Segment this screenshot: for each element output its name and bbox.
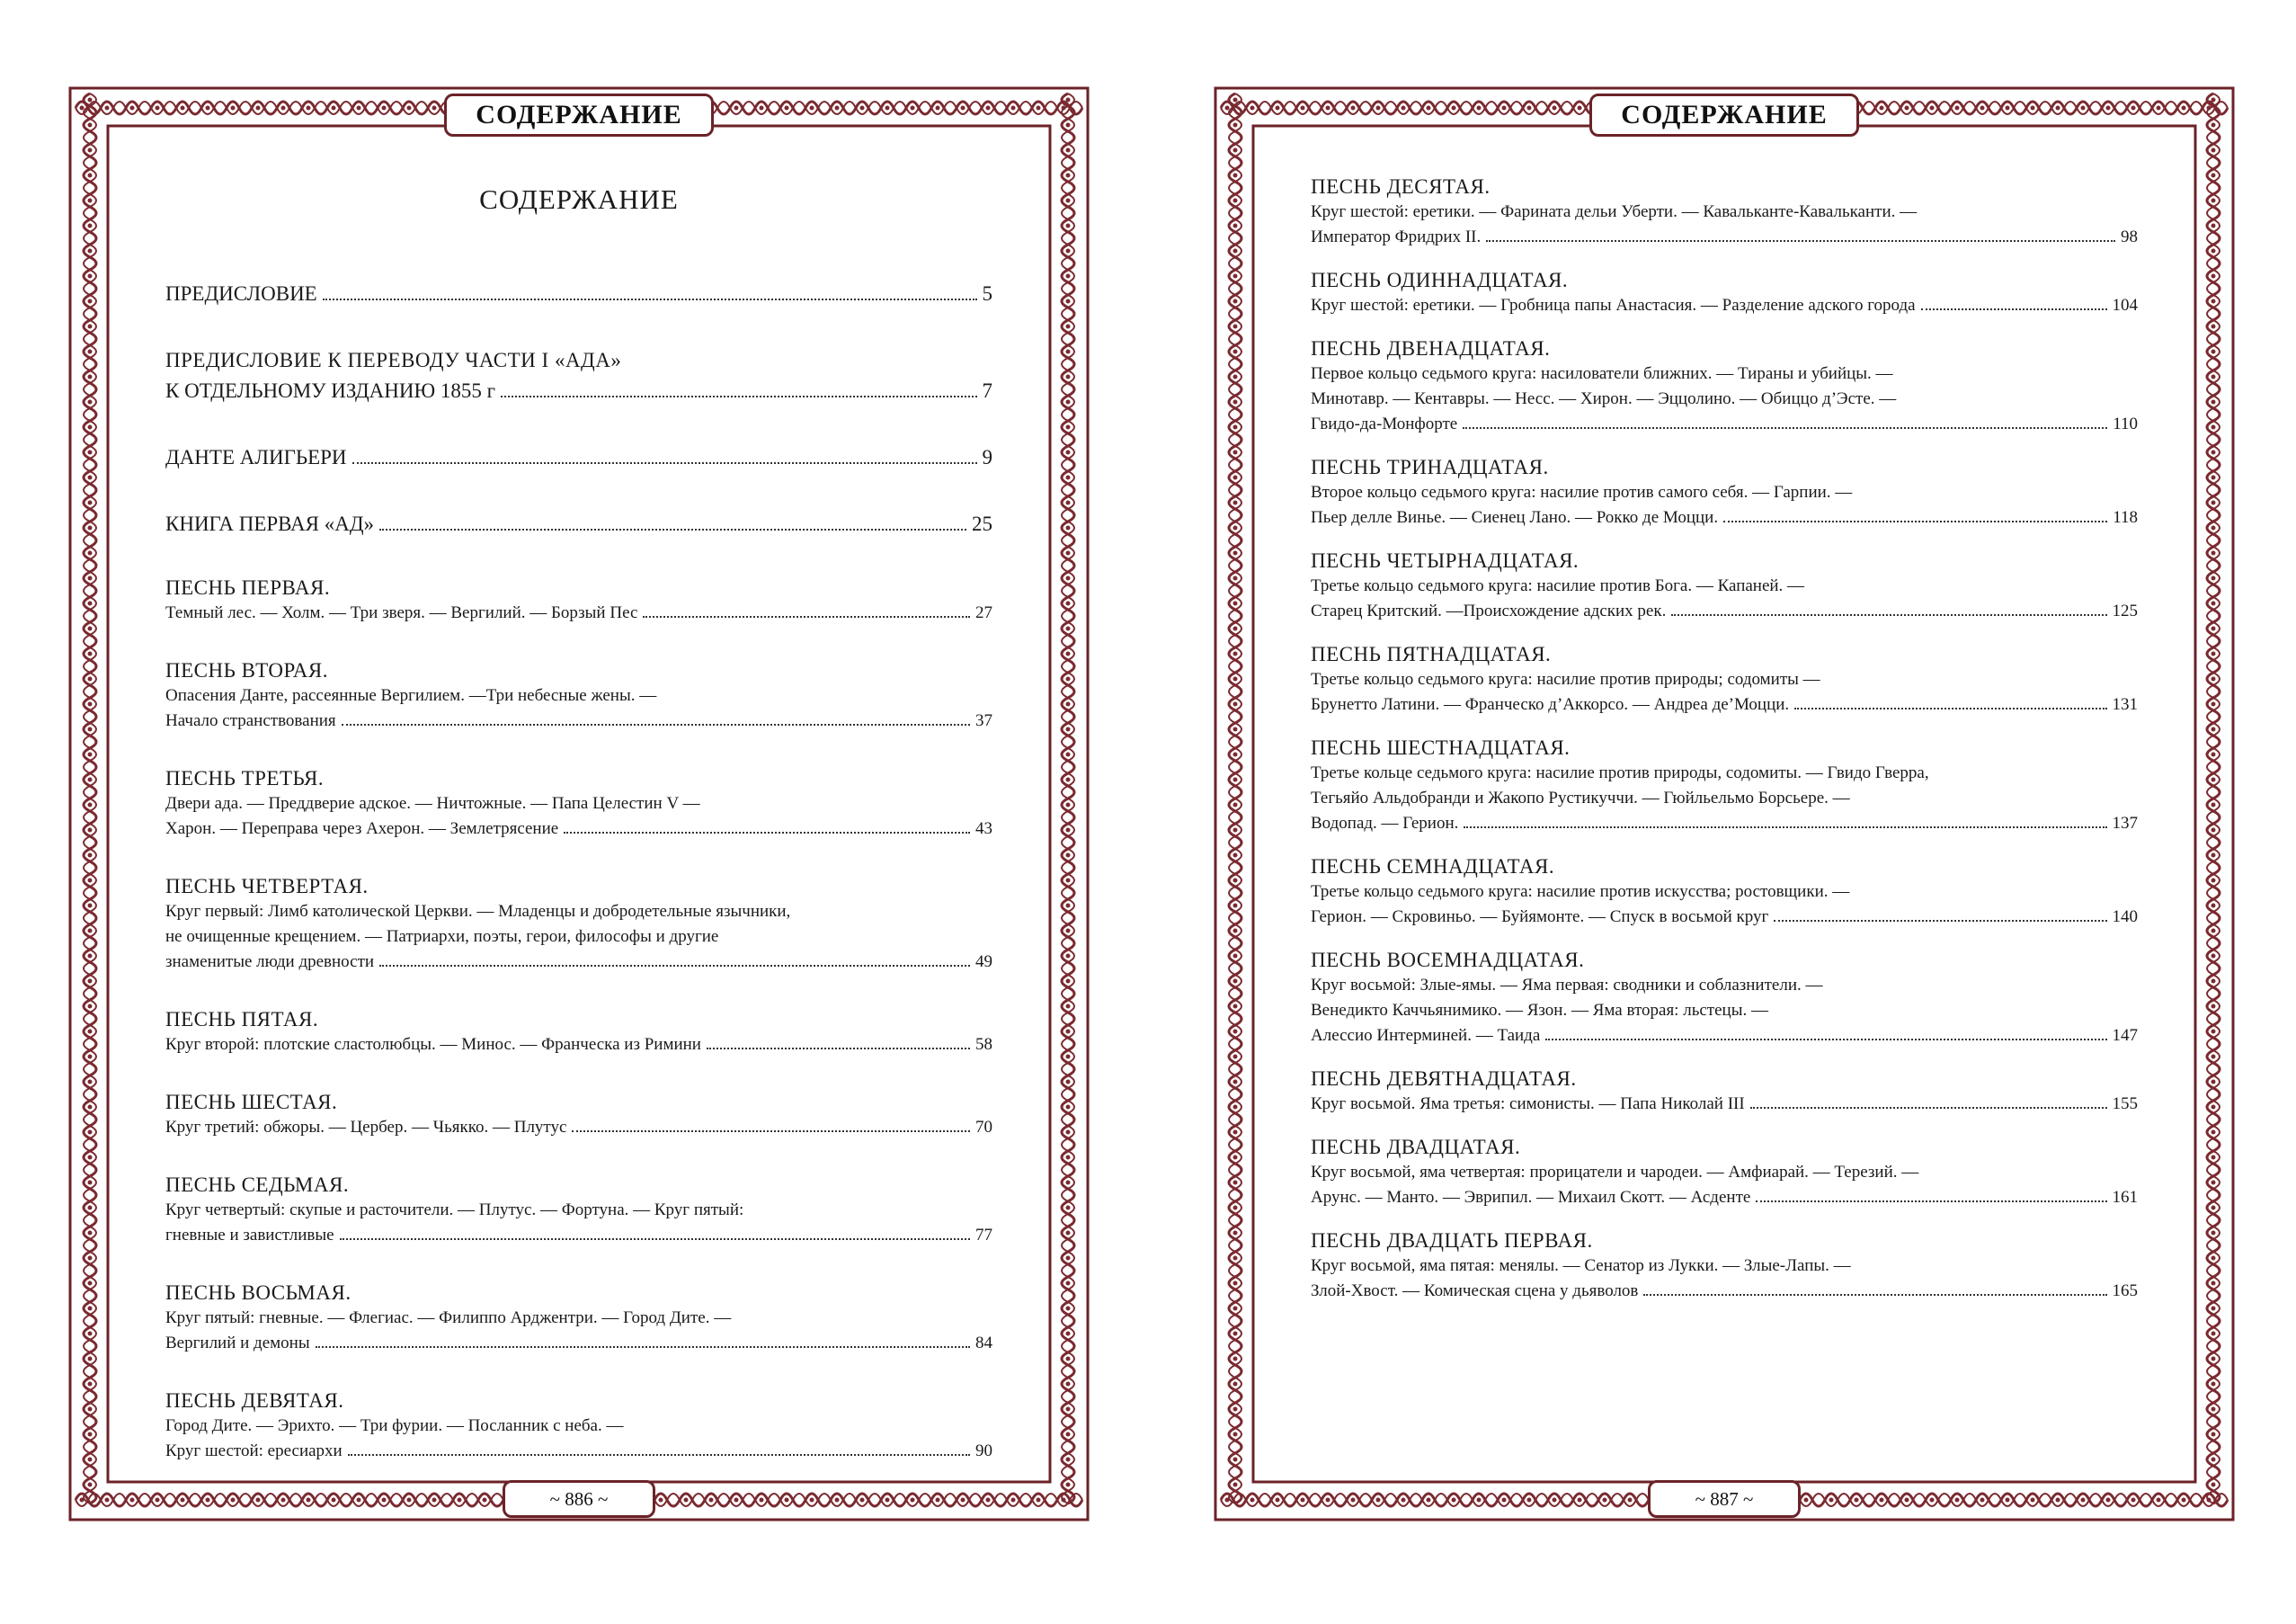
page-ref: 137 (2112, 814, 2138, 833)
toc-line (1311, 811, 2138, 836)
canto-title: ПЕСНЬ ДВЕНАДЦАТАЯ. (1311, 337, 1551, 360)
toc-line (165, 601, 992, 626)
page-ref: 118 (2113, 508, 2138, 527)
dot-leader (572, 1130, 970, 1132)
toc-line (165, 376, 992, 406)
page-ref: 104 (2112, 296, 2138, 315)
dot-leader (1545, 1039, 2106, 1040)
canto-title: ПЕСНЬ ДВАДЦАТАЯ. (1311, 1136, 1521, 1158)
page-title: СОДЕРЖАНИЕ (479, 183, 679, 215)
toc-line (1311, 1279, 2138, 1304)
toc-entry (165, 658, 992, 734)
toc-line (1311, 692, 2138, 718)
toc-line (1311, 1185, 2138, 1210)
toc-line (1311, 905, 2138, 930)
toc-entry (1311, 736, 2138, 836)
dot-leader (379, 529, 966, 531)
entry-line: ПРЕДИСЛОВИЕ К ПЕРЕВОДУ ЧАСТИ I «АДА» (165, 349, 622, 371)
entry-text: К ОТДЕЛЬНОМУ ИЗДАНИЮ 1855 г (165, 379, 496, 402)
toc-entry (1311, 948, 2138, 1048)
canto-title: ПЕСНЬ ТРЕТЬЯ. (165, 767, 325, 790)
page-ref: 131 (2112, 695, 2138, 714)
entry-text: Круг восьмой. Яма третья: симонисты. — Папа Николай III (1311, 1094, 1745, 1113)
page-ref: 84 (975, 1334, 992, 1352)
page-ref: 25 (972, 513, 992, 535)
entry-text: Злой-Хвост. — Комическая сцена у дьяволов (1311, 1281, 1639, 1300)
entry-text: Алессио Интерминей. — Таида (1311, 1026, 1541, 1045)
canto-description: Круг восьмой, яма четвертая: прорицатели и чародеи. — Амфиарай. — Терезий. — (1311, 1163, 1919, 1182)
toc-entry (1311, 336, 2138, 437)
dot-leader (348, 1454, 970, 1456)
canto-description: Двери ада. — Преддверие адское. — Ничтожные. — Папа Целестин V — (165, 794, 700, 813)
canto-title: ПЕСНЬ ВТОРАЯ. (165, 659, 329, 682)
toc-line (165, 509, 992, 540)
dot-leader (1921, 308, 2107, 310)
toc-content-left (165, 176, 992, 1460)
dot-leader (379, 965, 970, 967)
toc-line (1311, 293, 2138, 318)
entry-text: Старец Критский. —Происхождение адских рек. (1311, 602, 1667, 620)
dot-leader (707, 1048, 970, 1049)
page-ref: 37 (975, 711, 992, 730)
toc-line (165, 950, 992, 975)
toc-entry (1311, 642, 2138, 718)
toc-entry (165, 279, 992, 309)
entry-text: Водопад. — Герион. (1311, 814, 1459, 833)
entry-text: Герион. — Скровиньо. — Буйямонте. — Спуск в восьмой круг (1311, 907, 1769, 926)
entry-text: Темный лес. — Холм. — Три зверя. — Вергилий. — Борзый Пес (165, 603, 638, 622)
canto-description: Круг первый: Лимб католической Церкви. — Младенцы и добродетельные язычники, (165, 902, 791, 921)
toc-line (165, 709, 992, 734)
page-ref: 43 (975, 819, 992, 838)
dot-leader (340, 1238, 970, 1240)
canto-title: ПЕСНЬ ОДИННАДЦАТАЯ. (1311, 269, 1569, 291)
canto-description: Круг восьмой, яма пятая: менялы. — Сенатор из Лукки. — Злые-Лапы. — (1311, 1256, 1851, 1275)
toc-entry (165, 1090, 992, 1140)
canto-title: ПЕСНЬ ДЕВЯТНАДЦАТАЯ. (1311, 1067, 1577, 1090)
entry-text: Харон. — Переправа через Ахерон. — Землетрясение (165, 819, 559, 838)
page-ref: 90 (975, 1441, 992, 1460)
canto-title: ПЕСНЬ ШЕСТНАДЦАТАЯ. (1311, 736, 1571, 759)
dot-leader (342, 724, 970, 726)
canto-description: Минотавр. — Кентавры. — Несс. — Хирон. — Эццолино. — Обиццо д’Эсте. — (1311, 389, 1897, 408)
canto-description: Круг шестой: еретики. — Фарината дельи Уберти. — Кавальканте-Кавальканти. — (1311, 202, 1918, 221)
page-ref: 5 (982, 282, 992, 305)
page-ref: 155 (2112, 1094, 2138, 1113)
entry-text: Вергилий и демоны (165, 1334, 310, 1352)
toc-entry (165, 1173, 992, 1248)
entry-text: Круг шестой: еретики. — Гробница папы Анастасия. — Разделение адского города (1311, 296, 1916, 315)
canto-description: Третье кольцо седьмого круга: насилие против природы; содомиты — (1311, 670, 1820, 689)
toc-line (165, 1223, 992, 1248)
entry-text: ДАНТЕ АЛИГЬЕРИ (165, 446, 347, 468)
canto-title: ПЕСНЬ СЕДЬМАЯ. (165, 1173, 350, 1196)
canto-description: Круг пятый: гневные. — Флегиас. — Филиппо Арджентри. — Город Дите. — (165, 1308, 732, 1327)
dot-leader (643, 616, 970, 618)
front-matter-list (165, 279, 992, 540)
toc-entry (1311, 1228, 2138, 1304)
dot-leader (352, 462, 977, 464)
canto-title: ПЕСНЬ ШЕСТАЯ. (165, 1091, 338, 1113)
toc-entry (165, 509, 992, 540)
entry-text: Начало странствования (165, 711, 336, 730)
dot-leader (1774, 920, 2106, 922)
canto-description: Третье кольце седьмого круга: насилие против природы, содомиты. — Гвидо Гверра, (1311, 763, 1929, 782)
toc-entry (1311, 268, 2138, 318)
toc-line (165, 442, 992, 473)
entry-text: Арунс. — Манто. — Эврипил. — Михаил Скотт. — Асденте (1311, 1188, 1751, 1207)
canto-title: ПЕСНЬ ПЕРВАЯ. (165, 576, 331, 599)
toc-content-right (1311, 174, 2138, 1441)
toc-line (165, 1331, 992, 1356)
page-ref: 165 (2112, 1281, 2138, 1300)
page-ref: 140 (2112, 907, 2138, 926)
dot-leader (564, 832, 970, 834)
page-header: СОДЕРЖАНИЕ (444, 94, 714, 137)
canto-description: Круг восьмой: Злые-ямы. — Яма первая: сводники и соблазнители. — (1311, 976, 1823, 995)
dot-leader (1671, 614, 2106, 616)
dot-leader (501, 396, 976, 397)
toc-line (1311, 412, 2138, 437)
toc-line (165, 816, 992, 842)
dot-leader (316, 1346, 970, 1348)
canto-title: ПЕСНЬ ЧЕТЫРНАДЦАТАЯ. (1311, 549, 1580, 572)
entry-text: Гвидо-да-Монфорте (1311, 415, 1458, 433)
canto-title: ПЕСНЬ ТРИНАДЦАТАЯ. (1311, 456, 1549, 478)
toc-entry (165, 442, 992, 473)
toc-line (1311, 1023, 2138, 1048)
left-page (68, 86, 1090, 1521)
dot-leader (323, 299, 977, 300)
dot-leader (1794, 708, 2106, 709)
canto-description: Первое кольцо седьмого круга: насилователи ближних. — Тираны и убийцы. — (1311, 364, 1893, 383)
toc-entry (165, 766, 992, 842)
page-ref: 125 (2112, 602, 2138, 620)
toc-entry (1311, 1066, 2138, 1117)
entry-text: Круг второй: плотские сластолюбцы. — Минос. — Франческа из Римини (165, 1035, 701, 1054)
page-ref: 70 (975, 1118, 992, 1137)
dot-leader (1750, 1107, 2107, 1109)
entry-text: Пьер делле Винье. — Сиенец Лано. — Рокко де Моцци. (1311, 508, 1719, 527)
page-ref: 161 (2112, 1188, 2138, 1207)
canto-list-right (1311, 174, 2138, 1304)
toc-entry (1311, 174, 2138, 250)
canto-description: Опасения Данте, рассеянные Вергилием. —Три небесные жены. — (165, 686, 657, 705)
dot-leader (1756, 1200, 2106, 1202)
canto-title: ПЕСНЬ ВОСЬМАЯ. (165, 1281, 352, 1304)
page-ref: 9 (982, 446, 992, 468)
entry-text: Брунетто Латини. — Франческо д’Аккорсо. — Андреа де’Моцци. (1311, 695, 1790, 714)
toc-line (165, 1032, 992, 1057)
toc-line (165, 1115, 992, 1140)
canto-title: ПЕСНЬ СЕМНАДЦАТАЯ. (1311, 855, 1555, 878)
toc-entry (165, 1280, 992, 1356)
toc-entry (1311, 549, 2138, 624)
page-ref: 58 (975, 1035, 992, 1054)
dot-leader (1643, 1294, 2106, 1296)
page-ref: 77 (975, 1226, 992, 1245)
toc-entry (1311, 854, 2138, 930)
toc-entry (165, 874, 992, 975)
canto-title: ПЕСНЬ ДЕВЯТАЯ. (165, 1389, 344, 1412)
entry-text: КНИГА ПЕРВАЯ «АД» (165, 513, 375, 535)
page-ref: 49 (975, 952, 992, 971)
canto-title: ПЕСНЬ ВОСЕМНАДЦАТАЯ. (1311, 949, 1585, 971)
toc-line (165, 1439, 992, 1464)
canto-description: Второе кольцо седьмого круга: насилие против самого себя. — Гарпии. — (1311, 483, 1853, 502)
dot-leader (1463, 427, 2107, 429)
canto-title: ПЕСНЬ ДВАДЦАТЬ ПЕРВАЯ. (1311, 1229, 1593, 1252)
page-ref: 7 (982, 379, 992, 402)
entry-text: Император Фридрих II. (1311, 228, 1482, 246)
dot-leader (1464, 826, 2106, 828)
canto-title: ПЕСНЬ ПЯТАЯ. (165, 1008, 319, 1031)
toc-line (1311, 1092, 2138, 1117)
entry-text: Круг третий: обжоры. — Цербер. — Чьякко. — Плутус (165, 1118, 567, 1137)
page-ref: 27 (975, 603, 992, 622)
canto-title: ПЕСНЬ ДЕСЯТАЯ. (1311, 175, 1491, 198)
toc-line (1311, 225, 2138, 250)
canto-description: Венедикто Каччьянимико. — Язон. — Яма вторая: льстецы. — (1311, 1001, 1768, 1020)
canto-list-left (165, 576, 992, 1464)
toc-entry (165, 345, 992, 406)
dot-leader (1723, 521, 2107, 522)
page-ref: 98 (2121, 228, 2138, 246)
page-number: ~ 887 ~ (1648, 1480, 1801, 1518)
entry-text: знаменитые люди древности (165, 952, 375, 971)
toc-entry (1311, 1135, 2138, 1210)
canto-description: Круг четвертый: скупые и расточители. — Плутус. — Фортуна. — Круг пятый: (165, 1200, 744, 1219)
dot-leader (1486, 240, 2115, 242)
entry-text: ПРЕДИСЛОВИЕ (165, 282, 317, 305)
canto-description: Третье кольцо седьмого круга: насилие против Бога. — Капаней. — (1311, 576, 1805, 595)
page-number: ~ 886 ~ (503, 1480, 655, 1518)
toc-line (1311, 599, 2138, 624)
canto-description: Третье кольцо седьмого круга: насилие против искусства; ростовщики. — (1311, 882, 1850, 901)
canto-description: Тегьяйо Альдобранди и Жакопо Рустикуччи. — Гюйльельмо Борсьере. — (1311, 789, 1850, 808)
canto-title: ПЕСНЬ ПЯТНАДЦАТАЯ. (1311, 643, 1552, 665)
entry-text: Круг шестой: ересиархи (165, 1441, 343, 1460)
toc-entry (1311, 455, 2138, 531)
toc-line (1311, 505, 2138, 531)
toc-line (165, 279, 992, 309)
toc-entry (165, 1007, 992, 1057)
page-header: СОДЕРЖАНИЕ (1589, 94, 1859, 137)
canto-description: не очищенные крещением. — Патриархи, поэты, герои, философы и другие (165, 927, 719, 946)
toc-entry (165, 576, 992, 626)
toc-entry (165, 1388, 992, 1464)
canto-title: ПЕСНЬ ЧЕТВЕРТАЯ. (165, 875, 369, 897)
entry-text: гневные и завистливые (165, 1226, 334, 1245)
right-page (1214, 86, 2235, 1521)
canto-description: Город Дите. — Эрихто. — Три фурии. — Посланник с неба. — (165, 1416, 624, 1435)
page-ref: 110 (2113, 415, 2138, 433)
page-ref: 147 (2112, 1026, 2138, 1045)
